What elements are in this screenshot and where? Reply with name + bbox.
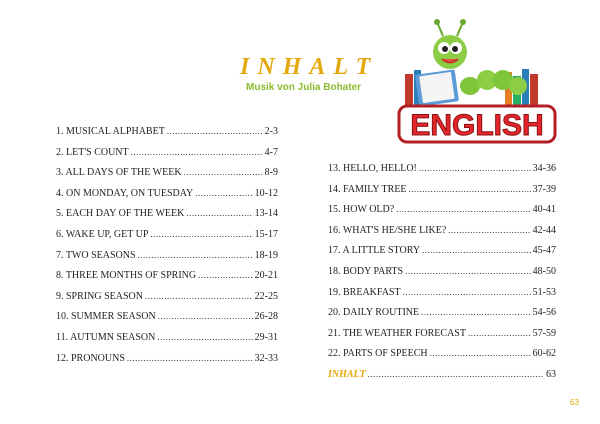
toc-entry-pages: 54-56 [532, 307, 556, 319]
toc-entry-pages: 32-33 [254, 352, 278, 364]
toc-entry-pages: 8-9 [264, 167, 278, 179]
toc-entry-title: 22. PARTS OF SPEECH [328, 348, 428, 360]
toc-entry-pages: 63 [546, 368, 556, 380]
toc-entry-title: 16. WHAT'S HE/SHE LIKE? [328, 224, 447, 236]
toc-entry [328, 328, 556, 349]
english-logo [395, 14, 560, 148]
toc-leader-dots [150, 229, 252, 239]
toc-entry-pages: 37-39 [532, 183, 556, 195]
toc-entry-pages: 15-17 [254, 228, 278, 240]
page-subtitle: Musik von Julia Bohater [246, 82, 362, 93]
toc-leader-dots [184, 167, 263, 177]
toc-leader-dots [158, 311, 253, 321]
toc-entry-title: 20. DAILY ROUTINE [328, 307, 420, 319]
toc-right-column [328, 163, 556, 390]
toc-leader-dots [468, 328, 531, 338]
toc-entry-title: 10. SUMMER SEASON [56, 311, 156, 323]
toc-entry-pages: 45-47 [532, 245, 556, 257]
toc-entry-title: 12. PRONOUNS [56, 352, 125, 364]
toc-entry [56, 332, 278, 353]
toc-entry-pages: 40-41 [532, 204, 556, 216]
toc-entry-pages: 48-50 [532, 265, 556, 277]
toc-entry-title: 3. ALL DAYS OF THE WEEK [56, 167, 182, 179]
toc-leader-dots [138, 250, 253, 260]
toc-left-column [56, 126, 278, 373]
toc-entry-pages: 34-36 [532, 163, 556, 174]
toc-entry-title: 1. MUSICAL ALPHABET [56, 126, 165, 137]
toc-leader-dots [131, 147, 263, 157]
toc-entry-title: 6. WAKE UP, GET UP [56, 228, 149, 240]
toc-entry-title: 19. BREAKFAST [328, 286, 401, 298]
toc-leader-dots [167, 126, 263, 136]
page-number: 63 [570, 398, 579, 407]
toc-entry [56, 229, 278, 250]
toc-leader-dots [368, 369, 544, 379]
toc-leader-dots [396, 204, 530, 214]
toc-entry [328, 287, 556, 308]
toc-entry-pages: 13-14 [254, 208, 278, 220]
toc-leader-dots [419, 163, 531, 173]
toc-entry-title: 17. A LITTLE STORY [328, 245, 421, 257]
english-wordmark [399, 106, 555, 142]
toc-leader-dots [405, 266, 531, 276]
toc-leader-dots [186, 208, 252, 218]
toc-entry-title: 7. TWO SEASONS [56, 249, 136, 261]
toc-entry-pages: 29-31 [254, 331, 278, 343]
toc-entry-pages: 20-21 [254, 270, 278, 282]
toc-entry [56, 353, 278, 374]
toc-leader-dots [127, 353, 253, 363]
toc-entry-pages: 4-7 [264, 146, 278, 158]
toc-entry-pages: 57-59 [532, 327, 556, 339]
logo-text: ENGLISH [410, 109, 544, 142]
toc-entry [56, 270, 278, 291]
toc-leader-dots [421, 307, 531, 317]
toc-entry-title: 13. HELLO, HELLO! [328, 163, 417, 174]
toc-leader-dots [448, 225, 530, 235]
toc-leader-dots [430, 348, 531, 358]
toc-entry [56, 147, 278, 168]
toc-leader-dots [422, 245, 531, 255]
toc-entry-title: 15. HOW OLD? [328, 204, 395, 216]
toc-entry [328, 184, 556, 205]
toc-entry [328, 307, 556, 328]
toc-entry-title: 21. THE WEATHER FORECAST [328, 327, 466, 339]
toc-entry-title: 11. AUTUMN SEASON [56, 331, 156, 343]
toc-entry [56, 167, 278, 188]
toc-entry [328, 369, 556, 390]
toc-entry-title: 2. LET'S COUNT [56, 146, 129, 158]
toc-entry-pages: 22-25 [254, 290, 278, 302]
toc-entry [56, 126, 278, 147]
toc-entry-title: INHALT [328, 368, 366, 380]
toc-entry [328, 245, 556, 266]
toc-entry-pages: 60-62 [532, 348, 556, 360]
toc-entry [328, 266, 556, 287]
page-title: INHALT [240, 54, 379, 80]
toc-entry-title: 8. THREE MONTHS OF SPRING [56, 270, 197, 282]
toc-entry-pages: 42-44 [532, 224, 556, 236]
toc-entry-title: 18. BODY PARTS [328, 265, 404, 277]
toc-leader-dots [157, 332, 252, 342]
toc-leader-dots [145, 291, 253, 301]
toc-entry [328, 204, 556, 225]
toc-entry-pages: 18-19 [254, 249, 278, 261]
toc-leader-dots [409, 184, 531, 194]
toc-leader-dots [403, 287, 531, 297]
toc-leader-dots [198, 270, 253, 280]
toc-entry-pages: 26-28 [254, 311, 278, 323]
toc-entry-title: 14. FAMILY TREE [328, 183, 407, 195]
toc-entry-pages: 10-12 [254, 187, 278, 199]
toc-entry [56, 188, 278, 209]
toc-entry [328, 225, 556, 246]
toc-entry-title: 4. ON MONDAY, ON TUESDAY [56, 187, 194, 199]
toc-entry [328, 163, 556, 184]
toc-leader-dots [195, 188, 252, 198]
toc-entry-pages: 51-53 [532, 286, 556, 298]
toc-entry [56, 250, 278, 271]
toc-entry [56, 291, 278, 312]
toc-entry-pages: 2-3 [264, 126, 278, 137]
toc-entry [328, 348, 556, 369]
toc-entry-title: 5. EACH DAY OF THE WEEK [56, 208, 185, 220]
toc-entry [56, 311, 278, 332]
toc-entry [56, 208, 278, 229]
toc-entry-title: 9. SPRING SEASON [56, 290, 143, 302]
